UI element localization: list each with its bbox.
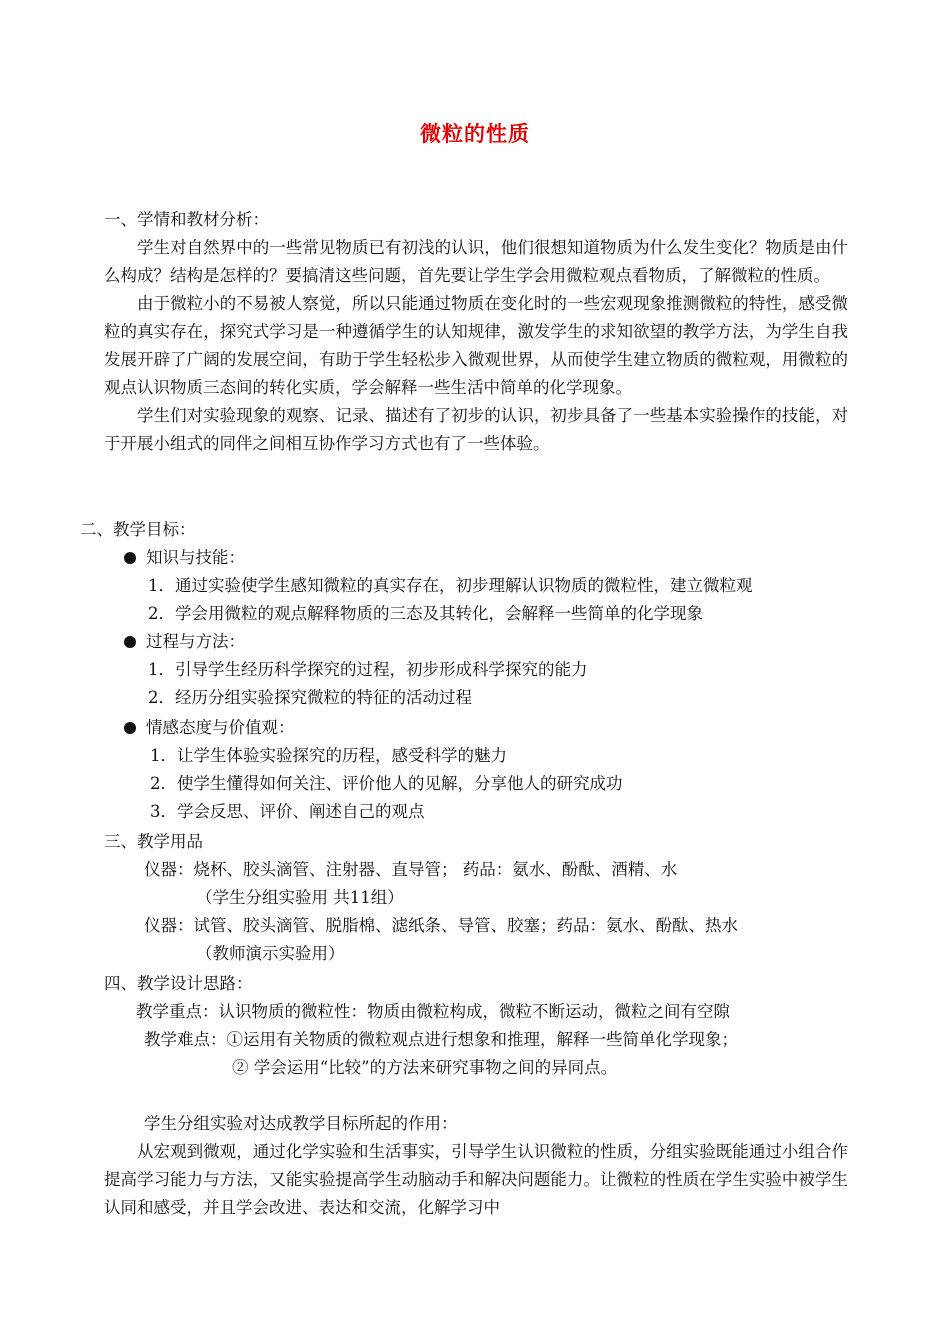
goal-item: 3．学会反思、评价、阐述自己的观点 <box>150 802 425 821</box>
teaching-difficulty: 教学难点：①运用有关物质的微粒观点进行想象和推理，解释一些简单化学现象； <box>144 1030 738 1049</box>
analysis-paragraph-1: 学生对自然界中的一些常见物质已有初浅的认识，他们很想知道物质为什么发生变化？物质是由什么构成？结构是怎样的？要搞清这些问题，首先要让学生学会用微粒观点看物质，了解微粒的性质。 <box>104 238 848 285</box>
goal-item: 2．学会用微粒的观点解释物质的三态及其转化，会解释一些简单的化学现象 <box>148 604 703 623</box>
goal-item: 1．让学生体验实验探究的历程，感受科学的魅力 <box>150 746 507 765</box>
goal-bullet-attitude <box>124 714 295 742</box>
materials-student-line: 仪器：烧杯、胶头滴管、注射器、直导管； 药品：氨水、酚酞、酒精、水 <box>144 860 678 879</box>
goal-bullet-label: 情感态度与价值观： <box>146 718 295 737</box>
group-experiment-heading: 学生分组实验对达成教学目标所起的作用： <box>144 1114 458 1133</box>
goal-bullet-process <box>124 628 245 656</box>
teaching-difficulty-2: ② 学会运用“比较”的方法来研究事物之间的异同点。 <box>232 1058 618 1077</box>
section-heading-design: 四、教学设计思路： <box>104 974 253 993</box>
group-experiment-paragraph-wrap <box>104 1138 848 1222</box>
goal-item: 2．使学生懂得如何关注、评价他人的见解，分享他人的研究成功 <box>150 774 623 793</box>
document-title: 微粒的性质 <box>420 122 530 146</box>
goal-item: 2．经历分组实验探究微粒的特征的活动过程 <box>148 688 472 707</box>
group-experiment-paragraph: 从宏观到微观，通过化学实验和生活事实，引导学生认识微粒的性质，分组实验既能通过小组合作提高学习能力与方法，又能实验提高学生动脑动手和解决问题能力。让微粒的性质在学生实验中被学生认同和感受，并且学会改进、表达和交流，化解学习中 <box>104 1142 848 1217</box>
teaching-focus: 教学重点：认识物质的微粒性：物质由微粒构成，微粒不断运动，微粒之间有空隙 <box>136 1002 730 1021</box>
goal-bullet-label: 过程与方法： <box>146 632 245 651</box>
goal-item: 1．引导学生经历科学探究的过程，初步形成科学探究的能力 <box>148 660 588 679</box>
analysis-paragraphs <box>104 234 848 458</box>
materials-student-note: （学生分组实验用 共11组） <box>196 888 404 907</box>
materials-teacher-note: （教师演示实验用） <box>196 944 345 963</box>
analysis-paragraph-3: 学生们对实验现象的观察、记录、描述有了初步的认识，初步具备了一些基本实验操作的技能，对于开展小组式的同伴之间相互协作学习方式也有了一些体验。 <box>104 406 848 453</box>
goal-bullet-knowledge <box>124 544 245 572</box>
bullet-icon <box>124 636 136 648</box>
bullet-icon <box>124 552 136 564</box>
goal-bullet-label: 知识与技能： <box>146 548 245 567</box>
section-heading-goals: 二、教学目标： <box>80 520 196 539</box>
section-heading-materials: 三、教学用品 <box>104 832 203 851</box>
section-heading-analysis: 一、学情和教材分析： <box>104 210 269 229</box>
bullet-icon <box>124 722 136 734</box>
materials-teacher-line: 仪器：试管、胶头滴管、脱脂棉、滤纸条、导管、胶塞；药品：氨水、酚酞、热水 <box>144 916 738 935</box>
analysis-paragraph-2: 由于微粒小的不易被人察觉，所以只能通过物质在变化时的一些宏观现象推测微粒的特性，感受微粒的真实存在，探究式学习是一种遵循学生的认知规律，激发学生的求知欲望的教学方法，为学生自我发展开辟了广阔的发展空间，有助于学生轻松步入微观世界，从而使学生建立物质的微粒观，用微粒的观点认识物质三态间的转化实质，学会解释一些生活中简单的化学现象。 <box>104 294 848 397</box>
goal-item: 1．通过实验使学生感知微粒的真实存在，初步理解认识物质的微粒性，建立微粒观 <box>148 576 753 595</box>
